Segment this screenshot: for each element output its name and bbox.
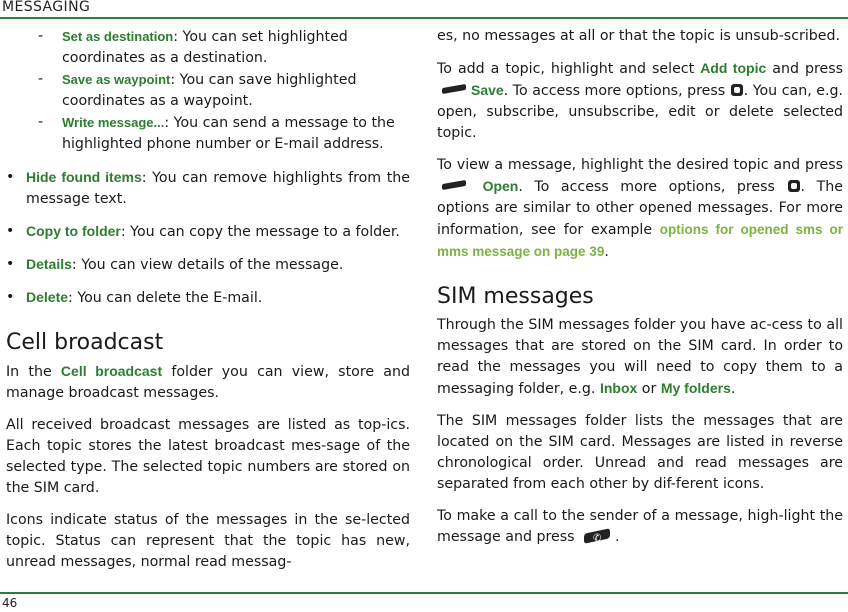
paragraph: To view a message, highlight the desired topic and press Open. To access more options, press . The options are similar to other opened messages. For more information, see for example options for opened sms or mms message on page 39. (437, 157, 843, 260)
folder-term: Cell broadcast (60, 363, 163, 379)
option-text: : You can send a message to the highlighted phone number or E-mail address. (62, 115, 395, 152)
option-text: : You can save highlighted coordinates as a waypoint. (62, 72, 357, 109)
list-item (6, 254, 410, 276)
page-number: 46 (2, 596, 18, 610)
paragraph: To make a call to the sender of a message, high-light the message and press ✆ . (437, 506, 843, 548)
folder-term: My folders (660, 380, 731, 396)
paragraph: To add a topic, highlight and select Add topic and press Save. To access more options, press . You can, e.g. open, subscribe, unsubscribe, edit or delete selected topic. (437, 60, 844, 141)
left-softkey-icon (440, 86, 468, 96)
left-softkey-icon (440, 182, 468, 192)
bullet: • (6, 289, 15, 305)
sub-option-list (6, 26, 410, 155)
paragraph: In the Cell broadcast folder you can view, store and manage broadcast messages. (6, 363, 410, 401)
paragraph: All received broadcast messages are listed as top-ics. Each topic stores the latest broadcast mes-sage of the selected type. The selected topic numbers are stored on the SIM card. (6, 417, 410, 496)
list-item (6, 167, 410, 210)
paragraph: Through the SIM messages folder you have ac-cess to all messages that are stored on the SIM card. In order to read the messages you will need to copy them to a messaging folder, e.g. Inbox or My folders. (437, 317, 843, 397)
header-rule (0, 17, 848, 19)
left-column (6, 26, 410, 573)
option-term: Copy to folder (26, 223, 121, 239)
list-item (6, 287, 410, 309)
option-list (6, 167, 410, 309)
option-text: : You can remove highlights from the message text. (26, 170, 411, 207)
option-term: Details (26, 256, 72, 272)
action-term: Open (482, 178, 519, 194)
folder-term: Inbox (599, 380, 638, 396)
options-key-icon (731, 84, 743, 96)
section-heading-cell-broadcast: Cell broadcast (6, 330, 164, 355)
option-term: Set as destination (62, 29, 174, 44)
cross-reference-link[interactable]: options for opened sms or mms message on page 39 (437, 222, 843, 259)
options-key-icon (788, 180, 800, 192)
list-item (6, 221, 410, 243)
list-item: - Set as destination: You can set highlighted coordinates as a destination. (38, 28, 348, 66)
list-item: - Save as waypoint: You can save highlighted coordinates as a waypoint. (38, 71, 357, 109)
option-term: Write message... (62, 115, 165, 130)
paragraph: Icons indicate status of the messages in the se-lected topic. Status can represent that the topic has new, unread messages, normal read messag- (6, 512, 410, 570)
footer-rule (0, 592, 848, 594)
option-text: : You can view details of the message. (71, 257, 344, 273)
option-text: : You can copy the message to a folder. (120, 224, 400, 240)
option-text: : You can set highlighted coordinates as a destination. (62, 29, 348, 66)
option-term: Save as waypoint (62, 72, 171, 87)
paragraph: es, no messages at all or that the topic is unsub-scribed. (437, 28, 841, 44)
option-text: : You can delete the E-mail. (68, 290, 263, 306)
action-term: Add topic (700, 60, 767, 76)
right-column (437, 26, 843, 548)
option-term: Hide found items (26, 169, 142, 185)
option-term: Delete (26, 289, 69, 305)
bullet: • (6, 256, 15, 272)
call-key-icon (582, 530, 612, 544)
bullet: • (6, 223, 15, 239)
bullet: • (6, 169, 15, 185)
action-term: Save (471, 82, 504, 98)
section-heading-sim-messages: SIM messages (437, 284, 594, 309)
list-item: - Write message...: You can send a message to the highlighted phone number or E-mail address. (38, 114, 395, 152)
header-title: MESSAGING (2, 0, 91, 15)
paragraph: The SIM messages folder lists the messages that are located on the SIM card. Messages are listed in reverse chronological order. Unread and read messages are separated from each other by dif-ferent icons. (437, 413, 843, 492)
